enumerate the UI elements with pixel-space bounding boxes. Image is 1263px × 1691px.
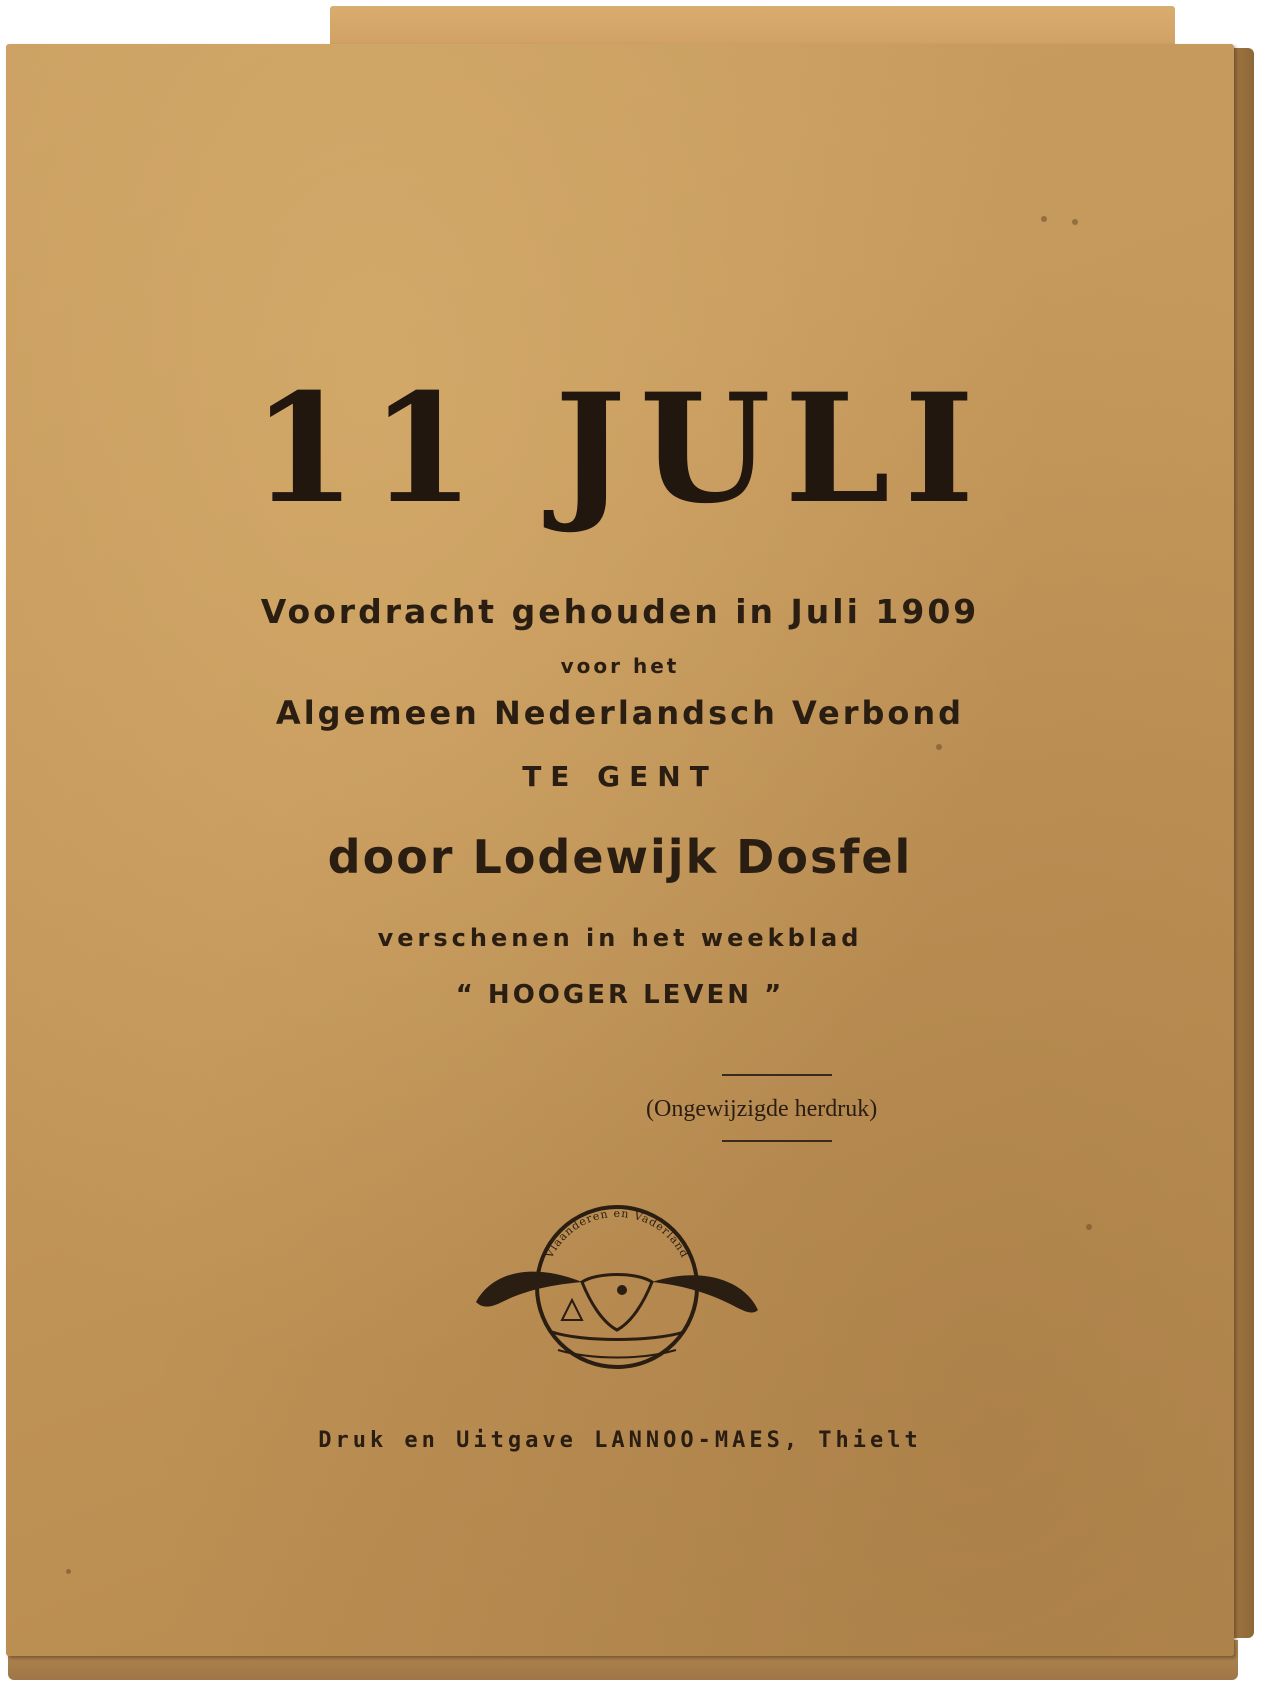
- paper-speck: [66, 1569, 71, 1574]
- author-line: door Lodewijk Dosfel: [327, 830, 913, 884]
- divider-rule-top: [722, 1074, 832, 1076]
- reprint-note: (Ongewijzigde herdruk): [646, 1096, 878, 1122]
- cover-title: 11 JULI: [251, 361, 989, 537]
- divider-rule-bottom: [722, 1140, 832, 1142]
- svg-text:Vlaanderen en Vaderland: [542, 1207, 691, 1261]
- organization-name: Algemeen Nederlandsch Verbond: [275, 694, 965, 732]
- paper-speck: [936, 744, 942, 750]
- printer-imprint: Druk en Uitgave LANNOO-MAES, Thielt: [318, 1428, 922, 1453]
- emblem-text: Vlaanderen en Vaderland: [542, 1206, 692, 1261]
- eagle-emblem-icon: [472, 1192, 762, 1382]
- published-in-line: verschenen in het weekblad: [377, 924, 863, 952]
- paper-speck: [1041, 216, 1047, 222]
- paper-speck: [1086, 1224, 1092, 1230]
- city-line: TE GENT: [522, 760, 718, 793]
- magazine-name: “ HOOGER LEVEN ”: [455, 980, 785, 1010]
- lecture-subtitle: Voordracht gehouden in Juli 1909: [260, 592, 980, 631]
- paper-speck: [1072, 219, 1078, 225]
- for-line: voor het: [560, 654, 680, 678]
- booklet-cover: [6, 44, 1234, 1656]
